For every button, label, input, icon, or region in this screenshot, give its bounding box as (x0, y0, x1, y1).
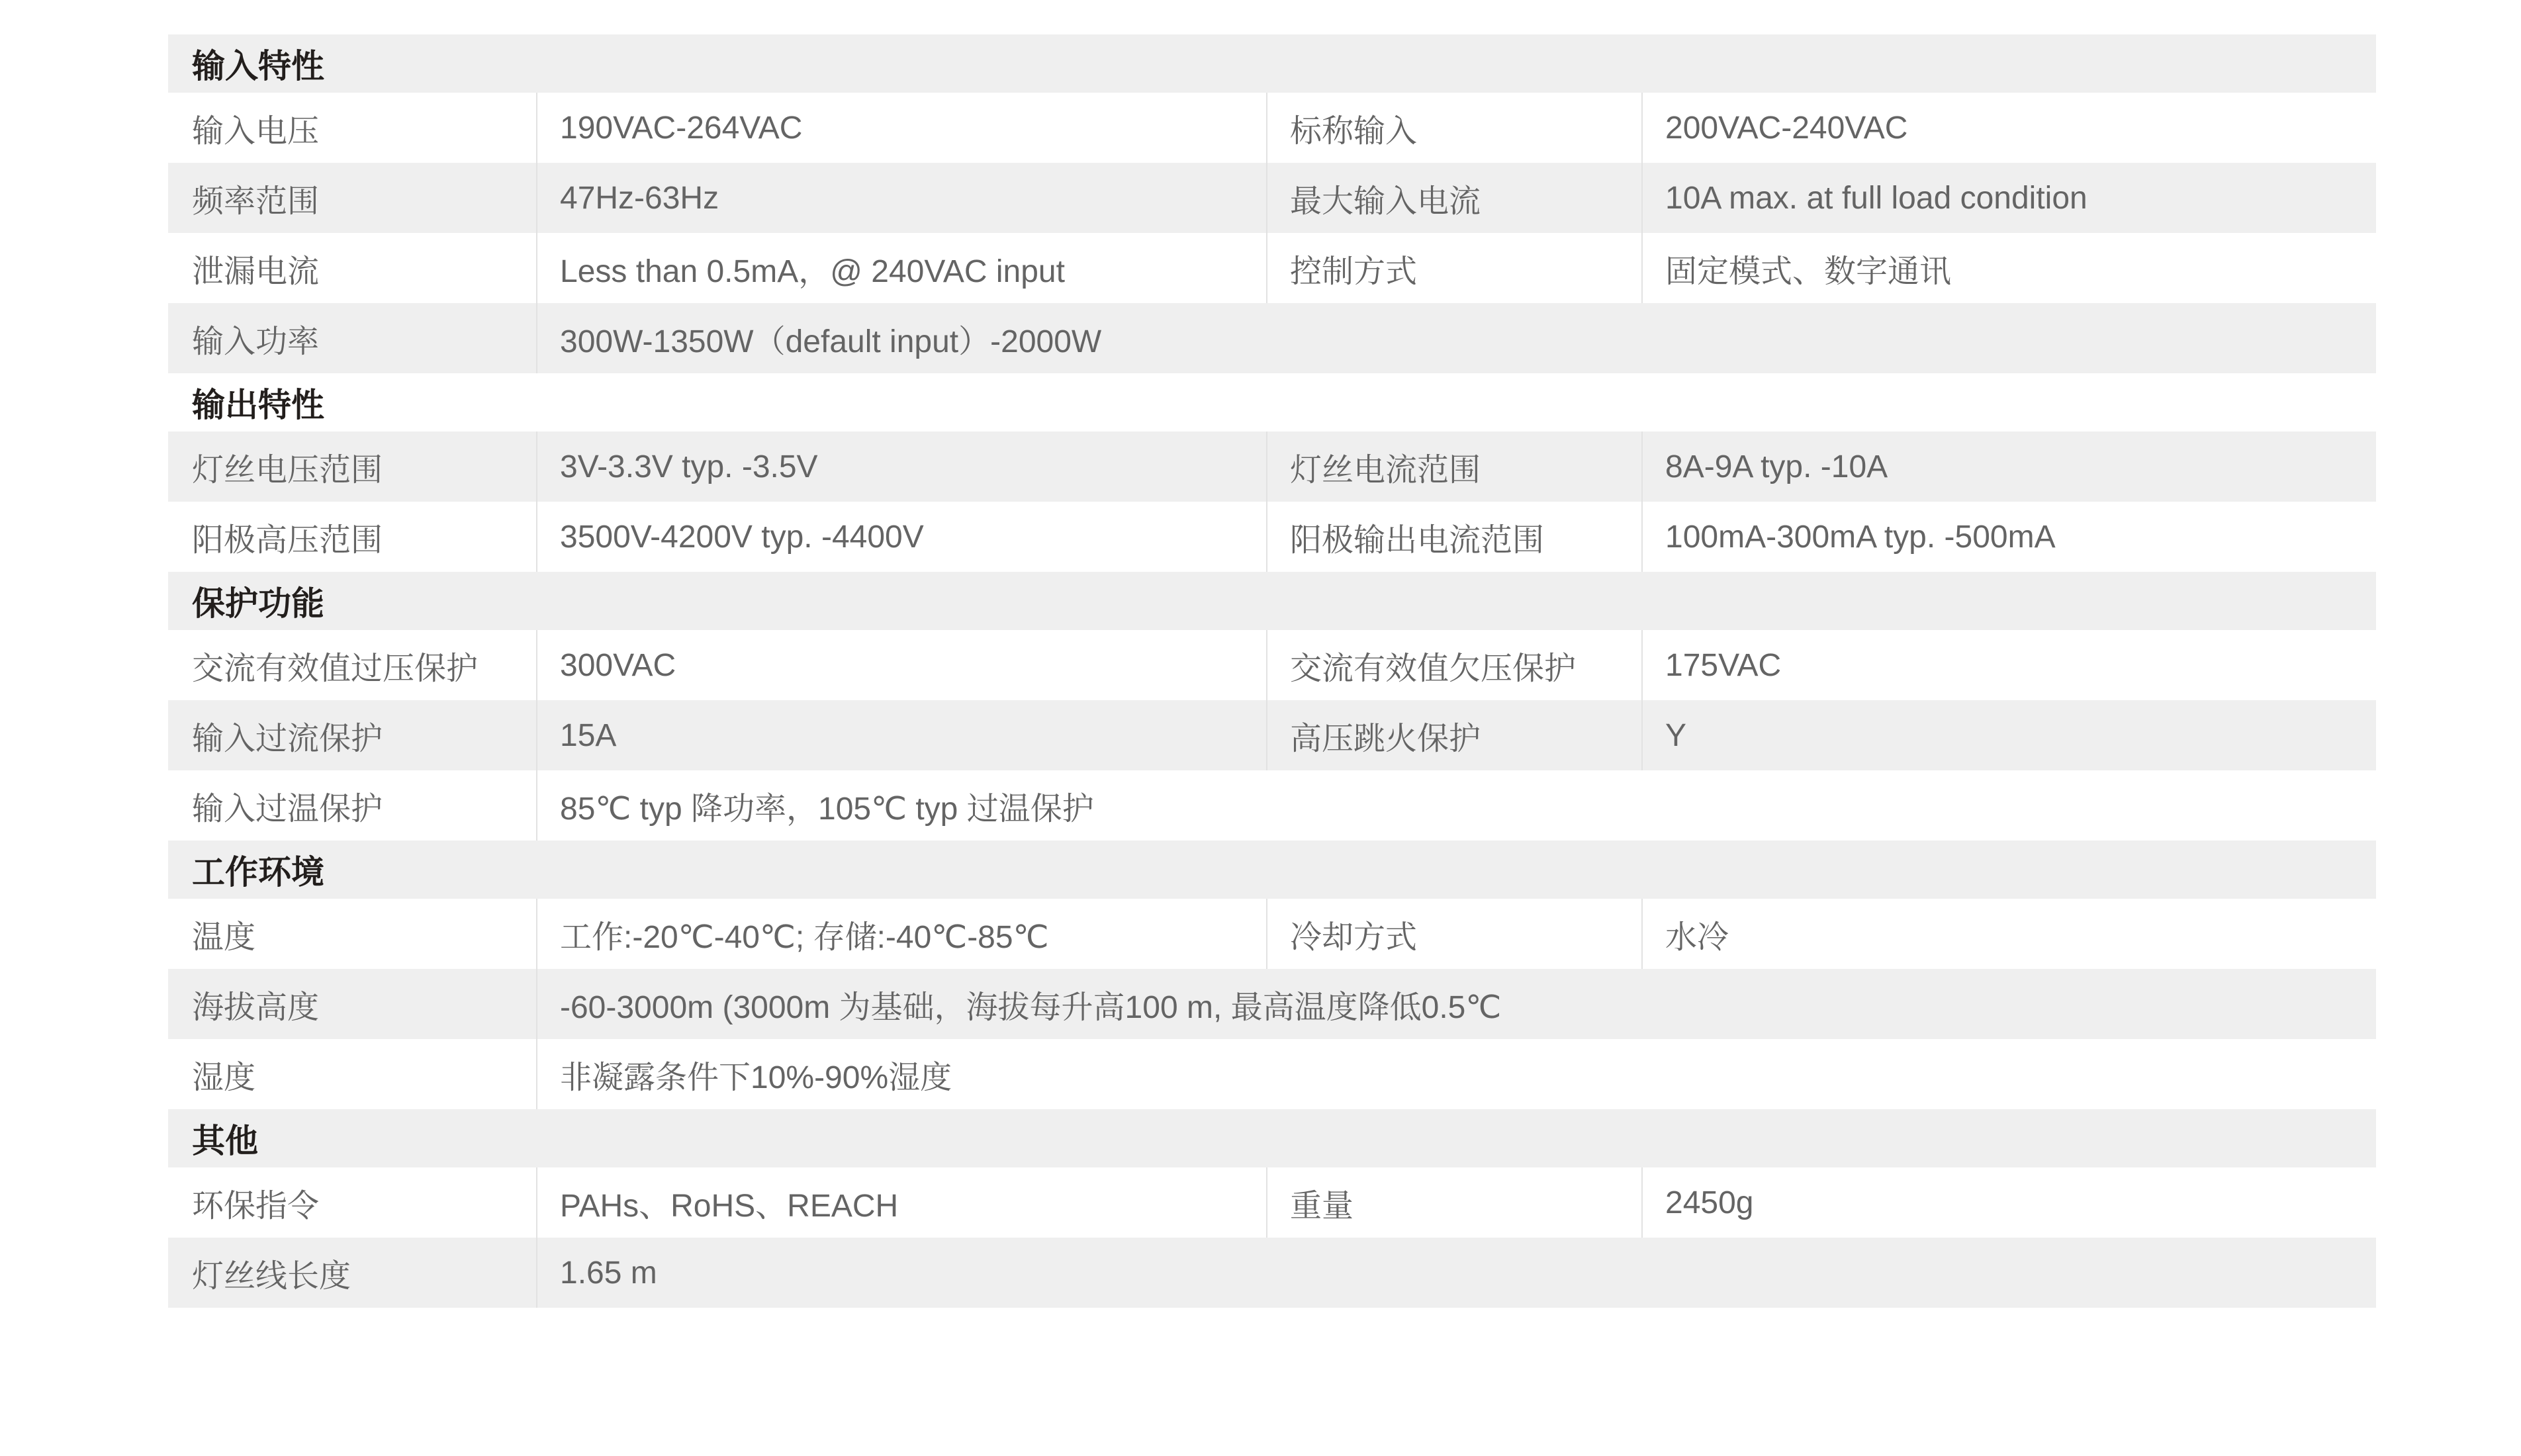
row-label-1: 海拔高度 (192, 989, 320, 1025)
row-label-1: 输入功率 (192, 324, 320, 359)
section-header-row (168, 572, 2376, 630)
section-header-row (168, 373, 2376, 432)
table-row (168, 630, 2376, 700)
row-value-1: 190VAC-264VAC (536, 93, 1266, 163)
section-header-row (168, 841, 2376, 899)
row-value-2: 175VAC (1641, 630, 2376, 700)
row-value-span: -60-3000m (3000m 为基础，海拔每升高100 m, 最高温度降低0.5℃ (536, 969, 2376, 1039)
section-title: 工作环境 (192, 854, 324, 891)
row-value-1: 工作:-20℃-40℃; 存储:-40℃-85℃ (536, 899, 1266, 969)
table-row (168, 233, 2376, 303)
section-title: 输入特性 (192, 48, 324, 85)
table-row (168, 1167, 2376, 1238)
table-row (168, 770, 2376, 841)
row-label-2: 重量 (1266, 1167, 1641, 1238)
row-label-1: 输入电压 (192, 113, 320, 149)
table-row (168, 969, 2376, 1039)
row-value-2: 水冷 (1641, 899, 2376, 969)
row-label-2: 最大输入电流 (1266, 163, 1641, 233)
table-row (168, 502, 2376, 572)
section-header-row (168, 34, 2376, 93)
row-label-2: 冷却方式 (1266, 899, 1641, 969)
row-label-2: 控制方式 (1266, 233, 1641, 303)
row-label-2: 阳极输出电流范围 (1266, 502, 1641, 572)
section-title: 其他 (192, 1122, 258, 1160)
section-title: 保护功能 (192, 585, 324, 622)
row-label-1: 输入过温保护 (192, 791, 383, 827)
row-value-1: Less than 0.5mA，@ 240VAC input (536, 233, 1266, 303)
row-value-2: 200VAC-240VAC (1641, 93, 2376, 163)
row-value-span: 85℃ typ 降功率，105℃ typ 过温保护 (536, 770, 2376, 841)
row-label-1: 温度 (192, 919, 256, 955)
table-row (168, 1238, 2376, 1308)
section-title: 输出特性 (192, 387, 324, 424)
row-value-2: 2450g (1641, 1167, 2376, 1238)
row-label-1: 灯丝线长度 (192, 1258, 351, 1294)
row-value-span: 1.65 m (536, 1238, 2376, 1308)
row-value-2: 10A max. at full load condition (1641, 163, 2376, 233)
table-row (168, 303, 2376, 373)
table-row (168, 700, 2376, 770)
section-header-row (168, 1109, 2376, 1167)
table-row (168, 899, 2376, 969)
row-value-2: 8A-9A typ. -10A (1641, 432, 2376, 502)
row-label-1: 环保指令 (192, 1188, 320, 1224)
row-label-1: 交流有效值过压保护 (192, 651, 479, 686)
row-label-1: 湿度 (192, 1060, 256, 1095)
row-value-2: 固定模式、数字通讯 (1641, 233, 2376, 303)
row-value-span: 300W-1350W（default input）-2000W (536, 303, 2376, 373)
row-label-2: 高压跳火保护 (1266, 700, 1641, 770)
row-value-1: 300VAC (536, 630, 1266, 700)
row-label-1: 灯丝电压范围 (192, 452, 383, 488)
row-value-span: 非凝露条件下10%-90%湿度 (536, 1039, 2376, 1109)
row-value-2: 100mA-300mA typ. -500mA (1641, 502, 2376, 572)
row-label-2: 灯丝电流范围 (1266, 432, 1641, 502)
row-value-1: 3V-3.3V typ. -3.5V (536, 432, 1266, 502)
table-row (168, 163, 2376, 233)
row-value-2: Y (1641, 700, 2376, 770)
row-label-2: 交流有效值欠压保护 (1266, 630, 1641, 700)
row-value-1: 47Hz-63Hz (536, 163, 1266, 233)
table-row (168, 432, 2376, 502)
spec-table (168, 34, 2376, 1308)
row-label-1: 阳极高压范围 (192, 522, 383, 558)
table-row (168, 93, 2376, 163)
row-value-1: 15A (536, 700, 1266, 770)
row-label-1: 频率范围 (192, 183, 320, 219)
table-row (168, 1039, 2376, 1109)
row-value-1: 3500V-4200V typ. -4400V (536, 502, 1266, 572)
row-label-1: 泄漏电流 (192, 253, 320, 289)
row-label-1: 输入过流保护 (192, 721, 383, 756)
row-value-1: PAHs、RoHS、REACH (536, 1167, 1266, 1238)
row-label-2: 标称输入 (1266, 93, 1641, 163)
